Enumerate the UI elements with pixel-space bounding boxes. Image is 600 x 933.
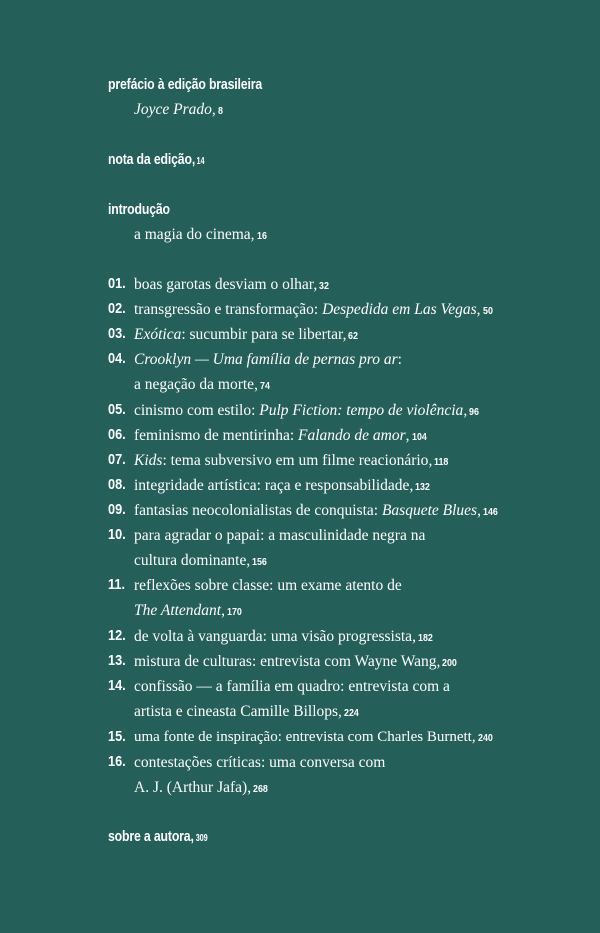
page-number: 240 <box>477 732 493 744</box>
chapter-title: contestações críticas: uma conversa com <box>134 754 386 771</box>
chapter-number: 05. <box>108 401 126 418</box>
note-heading: nota da edição, 14 <box>108 151 205 168</box>
chapter-title: reflexões sobre classe: um exame atento de <box>134 577 402 594</box>
chapter-title: integridade artística: raça e responsabilidade, 132 <box>134 477 431 494</box>
chapter-number: 09. <box>108 501 126 518</box>
chapter-title: feminismo de mentirinha: Falando de amor, 104 <box>134 427 427 444</box>
chapter-title: para agradar o papai: a masculinidade negra na <box>134 527 426 544</box>
page-number: 62 <box>348 330 359 342</box>
preface-author: Joyce Prado, 8 <box>134 101 223 118</box>
chapter-number: 14. <box>108 677 126 694</box>
page-number: 182 <box>417 632 433 644</box>
page-number: 8 <box>217 105 223 117</box>
page-number: 132 <box>415 481 431 493</box>
chapter-title-continued: artista e cineasta Camille Billops, 224 <box>134 703 359 720</box>
chapter-number: 11. <box>108 576 126 593</box>
chapter-title: Crooklyn — Uma família de pernas pro ar: <box>134 351 402 368</box>
intro-heading: introdução <box>108 201 170 218</box>
chapter-number: 03. <box>108 325 126 342</box>
page-number: 146 <box>482 506 498 518</box>
chapter-number: 13. <box>108 652 126 669</box>
page-number: 50 <box>482 305 493 317</box>
chapter-title-continued: The Attendant, 170 <box>134 602 242 619</box>
chapter-number: 01. <box>108 275 126 292</box>
chapter-title-continued: cultura dominante, 156 <box>134 552 268 569</box>
chapter-number: 07. <box>108 451 126 468</box>
chapter-title: cinismo com estilo: Pulp Fiction: tempo de violência, 96 <box>134 402 480 419</box>
chapter-title: mistura de culturas: entrevista com Wayne Wang, 200 <box>134 653 458 670</box>
chapter-number: 04. <box>108 350 126 367</box>
chapter-number: 16. <box>108 753 126 770</box>
page-number: 104 <box>411 431 427 443</box>
about-heading: sobre a autora, 309 <box>108 828 208 845</box>
chapter-title: Kids: tema subversivo em um filme reacionário, 118 <box>134 452 449 469</box>
chapter-title: Exótica: sucumbir para se libertar, 62 <box>134 326 359 343</box>
chapter-title: uma fonte de inspiração: entrevista com Charles Burnett, 240 <box>134 729 493 745</box>
page-number: 96 <box>469 406 480 418</box>
page-number: 200 <box>442 657 458 669</box>
page-number: 268 <box>253 783 268 795</box>
chapter-title-continued: a negação da morte, 74 <box>134 376 270 393</box>
intro-subtitle: a magia do cinema, 16 <box>134 226 267 243</box>
chapter-number: 15. <box>108 728 126 745</box>
chapter-title: de volta à vanguarda: uma visão progressista, 182 <box>134 628 433 645</box>
page-number: 309 <box>195 832 208 844</box>
chapter-title: fantasias neocolonialistas de conquista: Basquete Blues, 146 <box>134 502 498 519</box>
chapter-title-continued: A. J. (Arthur Jafa), 268 <box>134 779 268 796</box>
page-number: 14 <box>196 155 205 167</box>
page-number: 74 <box>259 380 270 392</box>
chapter-title: boas garotas desviam o olhar, 32 <box>134 276 330 293</box>
chapter-number: 10. <box>108 526 126 543</box>
page-number: 170 <box>227 606 242 618</box>
preface-heading: prefácio à edição brasileira <box>108 76 263 93</box>
chapter-title: confissão — a família em quadro: entrevista com a <box>134 678 450 695</box>
page-number: 118 <box>434 456 449 468</box>
page-number: 32 <box>319 280 330 292</box>
page-number: 156 <box>252 556 268 568</box>
chapter-number: 06. <box>108 426 126 443</box>
chapter-number: 12. <box>108 627 126 644</box>
page-number: 224 <box>343 707 359 719</box>
chapter-title: transgressão e transformação: Despedida em Las Vegas, 50 <box>134 301 493 318</box>
chapter-number: 08. <box>108 476 126 493</box>
chapter-number: 02. <box>108 300 126 317</box>
page-number: 16 <box>256 230 267 242</box>
